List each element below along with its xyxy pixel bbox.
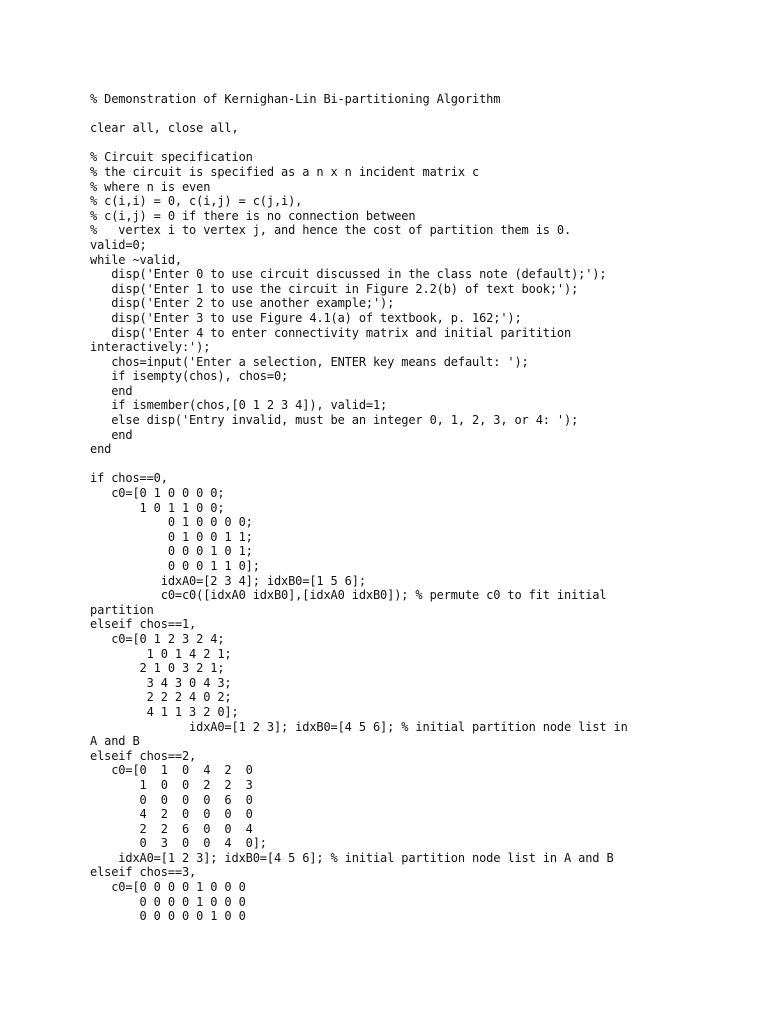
code-line: disp('Enter 0 to use circuit discussed in the class note (default);'); [90,267,607,282]
code-line: % Circuit specification [90,150,253,165]
code-line: 2 2 2 4 0 2; [90,690,232,705]
code-line: 0 1 0 0 1 1; [90,529,253,544]
code-line: interactively:'); [90,340,211,355]
code-line: 4 1 1 3 2 0]; [90,704,239,719]
code-line: c0=[0 1 0 4 2 0 [90,763,253,778]
code-line: 0 0 0 0 1 0 0 0 [90,894,246,909]
code-line: % where n is even [90,179,211,194]
code-line: % vertex i to vertex j, and hence the cost of partition them is 0. [90,223,572,238]
code-line: disp('Enter 3 to use Figure 4.1(a) of textbook, p. 162;'); [90,310,522,325]
code-line: end [90,383,133,398]
code-line: disp('Enter 1 to use the circuit in Figure 2.2(b) of text book;'); [90,281,579,296]
code-line: c0=[0 1 0 0 0 0; [90,486,225,501]
code-line: if chos==0, [90,471,168,486]
code-line: c0=c0([idxA0 idxB0],[idxA0 idxB0]); % permute c0 to fit initial [90,588,607,603]
code-line: 0 1 0 0 0 0; [90,515,253,530]
code-line: if isempty(chos), chos=0; [90,369,289,384]
code-line: % c(i,i) = 0, c(i,j) = c(j,i), [90,194,303,209]
code-line: 3 4 3 0 4 3; [90,675,232,690]
code-line: 2 1 0 3 2 1; [90,661,225,676]
code-line: disp('Enter 2 to use another example;'); [90,296,395,311]
code-line: end [90,427,133,442]
code-line: else disp('Entry invalid, must be an integer 0, 1, 2, 3, or 4: '); [90,413,579,428]
code-line: disp('Enter 4 to enter connectivity matrix and initial paritition [90,325,572,340]
code-line: 1 0 1 1 0 0; [90,500,225,515]
code-line: 0 0 0 1 1 0]; [90,559,260,573]
code-listing [90,92,750,924]
code-line: if ismember(chos,[0 1 2 3 4]), valid=1; [90,398,388,413]
code-line: idxA0=[1 2 3]; idxB0=[4 5 6]; % initial partition node list in A and B [90,850,614,865]
code-line: clear all, close all, [90,121,239,136]
code-line: idxA0=[1 2 3]; idxB0=[4 5 6]; % initial partition node list in [90,719,628,734]
code-line: 0 0 0 0 6 0 [90,792,253,807]
code-line: % Demonstration of Kernighan-Lin Bi-partitioning Algorithm [90,92,501,106]
code-line: 2 2 6 0 0 4 [90,821,253,836]
code-line: 1 0 0 2 2 3 [90,777,253,792]
code-line: idxA0=[2 3 4]; idxB0=[1 5 6]; [90,573,366,588]
code-line: % the circuit is specified as a n x n incident matrix c [90,164,480,179]
code-line: chos=input('Enter a selection, ENTER key means default: '); [90,354,529,369]
code-line: valid=0; [90,237,147,252]
code-line: 1 0 1 4 2 1; [90,646,232,661]
code-line: % c(i,j) = 0 if there is no connection between [90,208,416,223]
code-line: elseif chos==1, [90,617,197,632]
code-line: A and B [90,734,140,749]
code-line: c0=[0 0 0 0 1 0 0 0 [90,880,246,895]
code-line: 0 0 0 0 0 1 0 0 [90,909,246,924]
code-line: c0=[0 1 2 3 2 4; [90,631,225,646]
code-line: 0 0 0 1 0 1; [90,544,253,559]
code-line: while ~valid, [90,252,182,267]
code-line [90,107,750,122]
code-line: elseif chos==2, [90,748,197,763]
code-line: 4 2 0 0 0 0 [90,807,253,822]
code-line [90,136,750,151]
code-line [90,457,750,472]
code-line: partition [90,602,154,617]
code-line: 0 3 0 0 4 0]; [90,836,267,851]
code-line: end [90,442,112,457]
code-line: elseif chos==3, [90,865,197,880]
